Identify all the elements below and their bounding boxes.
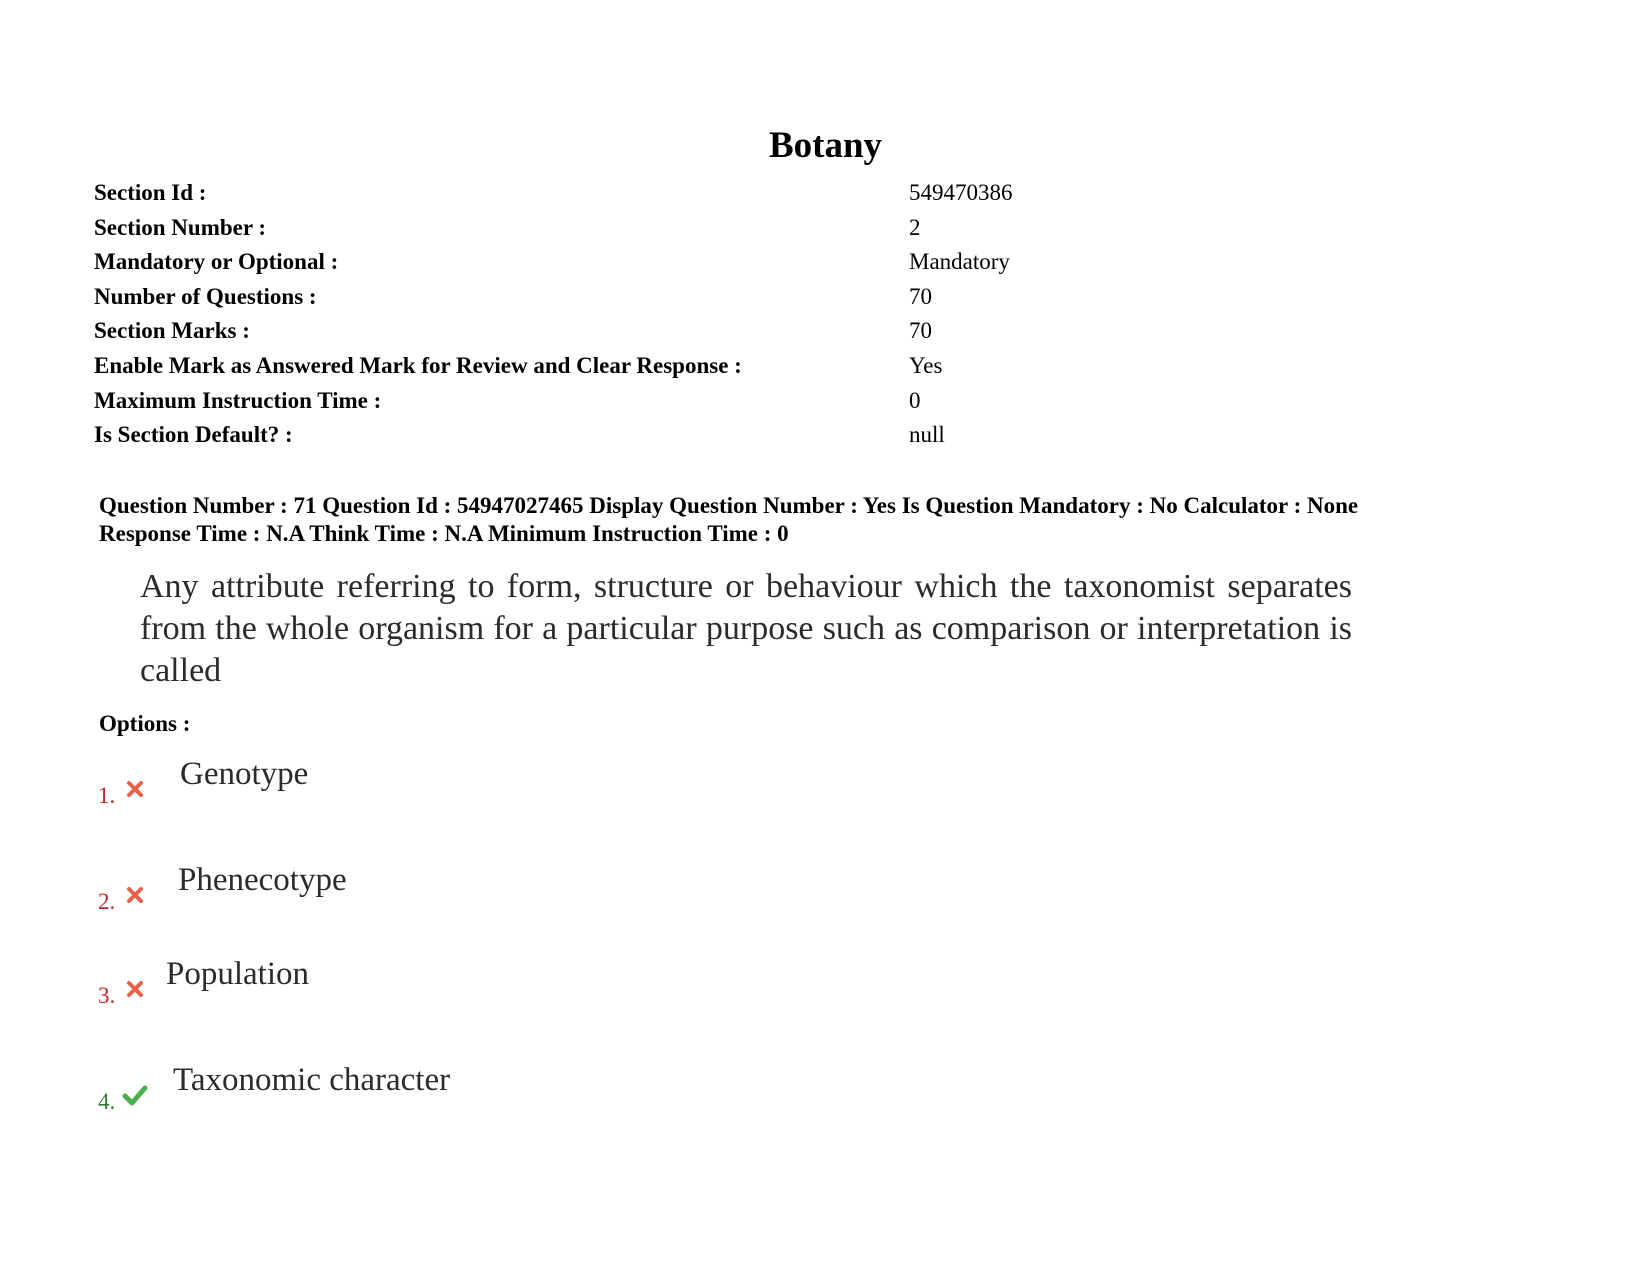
question-meta (99, 492, 1519, 548)
section-title: Botany (768, 125, 883, 166)
info-label: Enable Mark as Answered Mark for Review and Clear Response : (94, 352, 742, 378)
info-row-enable-mark (94, 349, 1394, 384)
option-text: Genotype (180, 756, 309, 792)
info-row-mandatory (94, 245, 1394, 280)
option-1[interactable] (98, 754, 798, 824)
cross-icon (126, 886, 148, 908)
question-meta-line-2: Response Time : N.A Think Time : N.A Minimum Instruction Time : 0 (99, 521, 789, 546)
info-label: Section Number : (94, 214, 267, 240)
option-number: 2. (98, 889, 116, 914)
options-label: Options : (99, 711, 191, 736)
info-value: 0 (909, 387, 921, 413)
info-row-max-instruction-time (94, 384, 1394, 419)
info-label: Section Id : (94, 180, 207, 205)
cross-icon (126, 980, 148, 1002)
info-label: Number of Questions : (94, 283, 317, 309)
cross-icon (126, 780, 148, 802)
check-icon (122, 1084, 144, 1106)
question-meta-line-1: Question Number : 71 Question Id : 54947027465 Display Question Number : Yes Is Question Mandatory : No Calculator : None (99, 493, 1359, 518)
option-number: 4. (98, 1089, 116, 1114)
info-row-section-id (94, 176, 1394, 211)
option-text: Phenecotype (178, 862, 347, 898)
option-2[interactable] (98, 860, 798, 930)
info-label: Section Marks : (94, 318, 250, 344)
info-row-section-number (94, 211, 1394, 246)
info-value: 70 (909, 318, 932, 344)
info-row-section-default (94, 418, 1394, 453)
option-3[interactable] (98, 954, 798, 1024)
option-text: Population (166, 956, 310, 992)
section-info-table (94, 176, 1394, 453)
info-row-section-marks (94, 314, 1394, 349)
info-value: 549470386 (909, 180, 1013, 205)
option-number: 3. (98, 983, 116, 1008)
info-value: Mandatory (909, 249, 1010, 275)
info-row-num-questions (94, 280, 1394, 315)
question-text: Any attribute referring to form, structure or behaviour which the taxonomist separates from the whole organism for a particular purpose such as comparison or interpretation is called (140, 568, 1352, 689)
info-label: Mandatory or Optional : (94, 249, 339, 275)
info-value: 2 (909, 214, 921, 240)
option-text: Taxonomic character (173, 1062, 451, 1098)
info-label: Is Section Default? : (94, 422, 293, 448)
option-4[interactable] (98, 1060, 798, 1130)
info-value: null (909, 422, 945, 448)
info-value: Yes (909, 352, 943, 378)
info-label: Maximum Instruction Time : (94, 387, 382, 413)
option-number: 1. (98, 783, 116, 808)
info-value: 70 (909, 283, 932, 309)
